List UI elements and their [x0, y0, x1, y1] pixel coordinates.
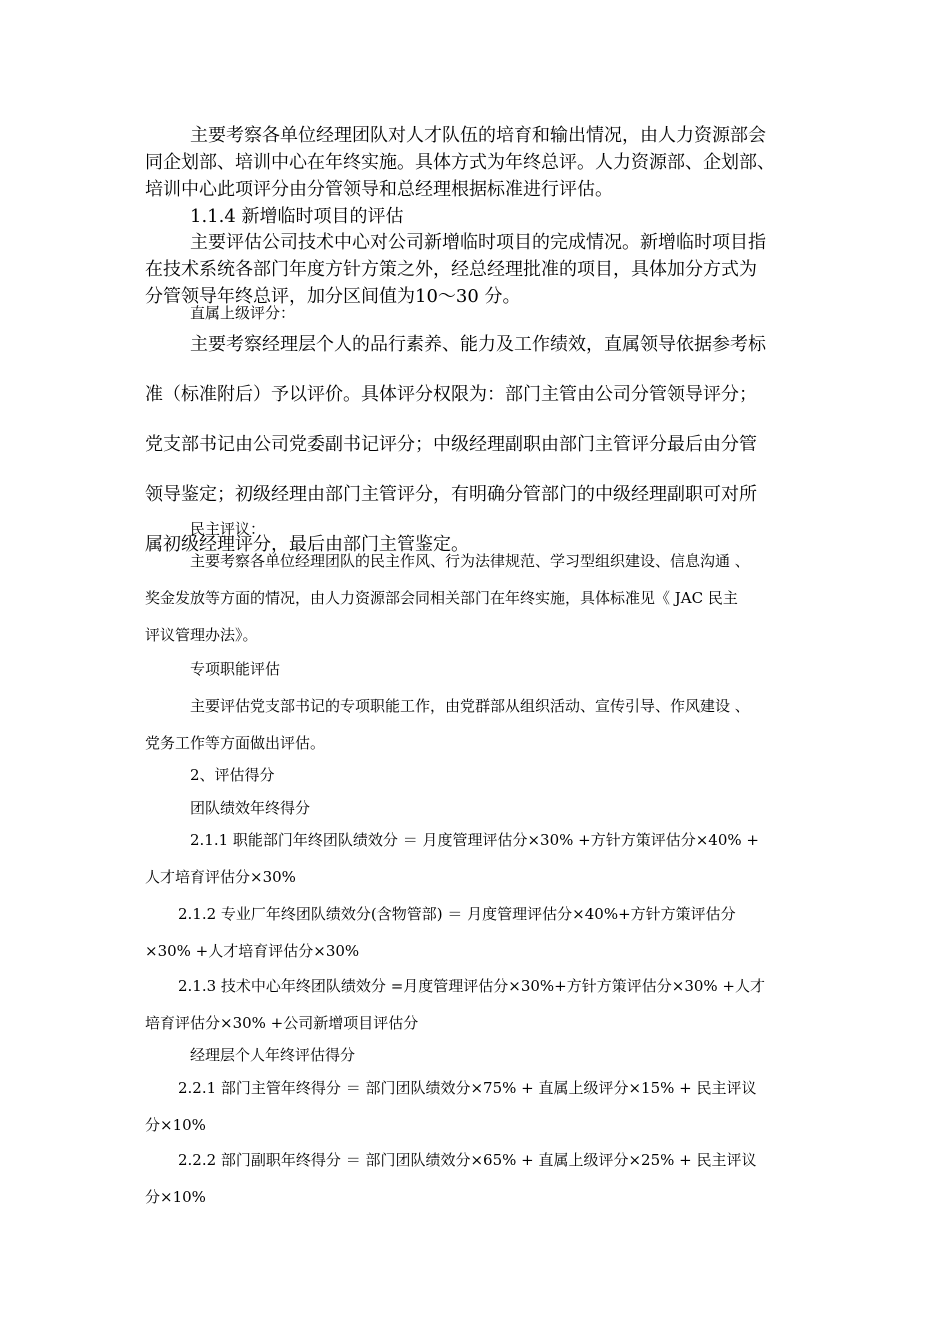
- text-line: 2.2.2 部门副职年终得分 ＝ 部门团队绩效分×65% + 直属上级评分×25% + 民主评议: [178, 1151, 757, 1169]
- heading-new-temp-projects: 1.1.4 新增临时项目的评估: [190, 206, 404, 227]
- text-line: 分管领导年终总评，加分区间值为10～30 分。: [145, 286, 521, 307]
- text-line: 分×10%: [145, 1188, 206, 1206]
- heading-evaluation-score: 2、评估得分: [190, 766, 275, 784]
- heading-democratic-review: 民主评议：: [190, 520, 266, 538]
- heading-team-score: 团队绩效年终得分: [190, 799, 311, 817]
- text-line: 主要考察经理层个人的品行素养、能力及工作绩效，直属领导依据参考标: [190, 334, 766, 355]
- paragraph-new-temp-projects: [145, 229, 810, 310]
- text-line: ×30% +人才培育评估分×30%: [145, 942, 360, 960]
- formula-2-2-2: [145, 1142, 810, 1216]
- text-line: 领导鉴定；初级经理由部门主管评分，有明确分管部门的中级经理副职可对所: [145, 484, 757, 505]
- text-line: 2.1.2 专业厂年终团队绩效分(含物管部) ＝ 月度管理评估分×40%+方针方策评估分: [178, 905, 736, 923]
- text-line: 培育评估分×30% +公司新增项目评估分: [145, 1014, 419, 1032]
- text-line: 在技术系统各部门年度方针方策之外，经总经理批准的项目，具体加分方式为: [145, 259, 757, 280]
- text-line: 2.2.1 部门主管年终得分 ＝ 部门团队绩效分×75% + 直属上级评分×15% + 民主评议: [178, 1079, 757, 1097]
- text-line: 属初级经理评分，最后由部门主管鉴定。: [145, 534, 469, 555]
- heading-special-function: 专项职能评估: [190, 660, 281, 678]
- formula-2-1-3: [145, 968, 810, 1042]
- paragraph-talent-cultivation: [145, 122, 810, 203]
- text-line: 2.1.1 职能部门年终团队绩效分 ＝ 月度管理评估分×30% +方针方策评估分×40% +: [190, 831, 759, 849]
- text-line: 党务工作等方面做出评估。: [145, 734, 326, 752]
- formula-2-1-2: [145, 896, 810, 970]
- formula-2-2-1: [145, 1070, 810, 1144]
- text-line: 培训中心此项评分由分管领导和总经理根据标准进行评估。: [145, 179, 613, 200]
- text-line: 奖金发放等方面的情况，由人力资源部会同相关部门在年终实施，具体标准见《 JAC 民主: [145, 589, 738, 607]
- formula-2-1-1: [145, 822, 810, 896]
- paragraph-special-function: [145, 688, 810, 762]
- text-line: 分×10%: [145, 1116, 206, 1134]
- text-line: 主要考察各单位经理团队对人才队伍的培育和输出情况，由人力资源部会: [190, 125, 766, 146]
- text-line: 主要评估公司技术中心对公司新增临时项目的完成情况。新增临时项目指: [190, 232, 766, 253]
- text-line: 人才培育评估分×30%: [145, 868, 296, 886]
- paragraph-democratic-review: [145, 543, 810, 654]
- text-line: 同企划部、培训中心在年终实施。具体方式为年终总评。人力资源部、企划部、: [145, 152, 775, 173]
- text-line: 评议管理办法》。: [145, 626, 258, 644]
- heading-direct-supervisor: 直属上级评分：: [190, 304, 296, 322]
- heading-individual-score: 经理层个人年终评估得分: [190, 1046, 356, 1064]
- text-line: 准（标准附后）予以评价。具体评分权限为：部门主管由公司分管领导评分；: [145, 384, 757, 405]
- text-line: 党支部书记由公司党委副书记评分；中级经理副职由部门主管评分最后由分管: [145, 434, 757, 455]
- text-line: 主要考察各单位经理团队的民主作风、行为法律规范、学习型组织建设、信息沟通 、: [190, 552, 750, 570]
- text-line: 主要评估党支部书记的专项职能工作，由党群部从组织活动、宣传引导、作风建设 、: [190, 697, 750, 715]
- text-line: 2.1.3 技术中心年终团队绩效分 =月度管理评估分×30%+方针方策评估分×30% +人才: [178, 977, 765, 995]
